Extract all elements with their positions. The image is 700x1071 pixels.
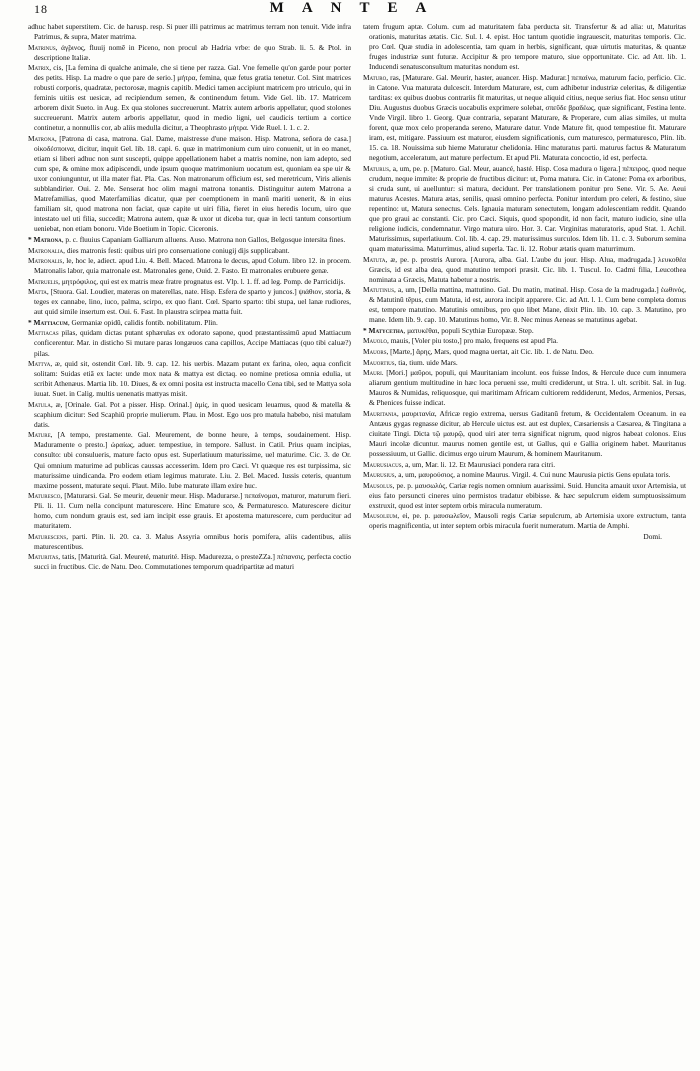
entry-headword: Matrona bbox=[28, 134, 55, 144]
dictionary-entry bbox=[28, 63, 351, 133]
entry-text: , [A tempo, prestamente. Gal. Meurement, de bonne heure, à temps, soudainement. Hisp. Maduramente o presto.] ὡραίως, aduer. tempestiue, in tempore. Sallust. in Catil. Prius quam incipias, consulto: ubi consulueris, mature facto opus est. Superlatiuum maturissime, uel maturime. Cic. 3. de Or. Qui omnium maturime ad publicas caussas accesserim. Idem pro Cæci. Vt quæque res est turpissima, sic maturissime uindicanda. Pro eodem etiam legimus maturate. Liu. 2. Bel. Maced. Iussis ceteris, quantum maxime possent, maturate sequi. Plaut. Milo. Iube maturate illam exire huc. bbox=[34, 430, 351, 490]
dictionary-entry bbox=[28, 134, 351, 234]
entry-headword: Mattya bbox=[28, 359, 51, 369]
dictionary-entry bbox=[28, 235, 351, 245]
dictionary-entry bbox=[28, 552, 351, 572]
dictionary-entry bbox=[28, 22, 351, 42]
entry-headword: Maturus bbox=[363, 163, 389, 173]
dictionary-entry bbox=[28, 491, 351, 531]
dictionary-entry bbox=[28, 318, 351, 328]
entry-text: , ras, [Maturare. Gal. Meurir, haster, auancer. Hisp. Madurar.] πεπαίνω, maturum facio, perficio. Cic. in Catone. Vua maturata dulcescit. Interdum Maturare, est, cum adhibetur industriæ celeritas, & diligentiæ tarditas: ex quibus duobus contrariis fit maturitas, ut neque aliquid citius, neque serius fiat. Hoc sensu utitur Diu. Augustus duobus Græcis uocabulis exprimere solebat, σπεῦδε βραδέως, quæ significant, Festina lente. Vnde Virgil. libro 1. Georg. Quæ contraria, separant Maturare, & Properare, cum alias similes, ut multa forent, quæ mox celo properanda sereno, Maturare datur. Vnde Mature fit, quod tempestiue fit. Maturare iram, est, mitigare. Passiuum est maturor, eiusdem significationis, cum maturesco, permaturesco, Plin. lib. 15. ca. 18. Nouissima sub hieme Maturatur chelidonia. Hinc maturatus parti. maturus factus & Maturatum negotium, acceleratum, aut mature perfectum. Et apud Pli. Maturata concoctio, id est, perfecta. bbox=[369, 72, 686, 163]
entry-text: , [Stuora. Gal. Loudier, materas on materellas, nate. Hisp. Esfera de sparto y juncos.] ψιάθιον, storia, & teges ex cannabe, lino, iuco, palma, scirpo, ex quo fiant. Cœl. Sparto sparto: tibi stupa, uel lanæ rudiores, aut quid simile insertum est. Oui. 6. Fast. In plaustra scirpea matta fuit. bbox=[34, 287, 351, 317]
dictionary-entry bbox=[28, 328, 351, 358]
entry-text: . [Mori.] μαῦροι, populi, qui Mauritaniam incolunt. eos fuisse Indos, & Hercule duce cum innumera aliarum gentium multitudine in hæc loca perueni sse, multi crediderunt, ut Stra. l. ult. scribit. Sal. in Iug. Mauros & Numidas, reliquosque, qui maritimam Africam cultiorem reddiderunt, Medos, Armenios, Persas, & Phenices fuisse indicat. bbox=[369, 368, 686, 408]
entry-headword: Mauolo bbox=[363, 336, 388, 346]
entry-headword: Matronalis bbox=[28, 256, 63, 266]
dictionary-entry bbox=[28, 532, 351, 552]
dictionary-entry bbox=[28, 400, 351, 430]
dictionary-entry bbox=[28, 43, 351, 63]
entry-text: , ματυκέθαι, populi Scythiæ Europææ. Step. bbox=[403, 325, 534, 335]
dictionary-entry bbox=[28, 256, 351, 276]
running-head bbox=[28, 0, 686, 22]
entry-text: pilas, quidam dictas putant sphærulas ex odorato sapone, quod præstantissimū apud Mattiacum conficerentur. Mar. in disticho Si mutare paras longæuos cana capillos, Accipe Mattiacas (quo tibi caluæ?) pilas. bbox=[34, 328, 351, 358]
entry-headword: Matutinus bbox=[363, 285, 394, 295]
entry-headword: Matta bbox=[28, 287, 47, 297]
entry-headword: Mauritania bbox=[363, 408, 397, 418]
dictionary-entry bbox=[363, 470, 686, 480]
entry-text: , μαυριτανία, Africæ regio extrema, uersus Gaditanū fretum, & Occidentalem Oceanum. in ea Antæus gygas regnasse dicitur, ab Hercule uictus est. aut est duplex, Cæsariensis a Cæsarea, & Tingitana a ciuitate Tingi. Dicta τῷ μαυρῷ, quod uiri ater terra significat nigrum, quod nigros habeat colonos. Eius Mauri incolæ dicuntur. maurus nomen gentile est, ut Gallus, qui e Gallia originem habet. Mauritanus possessiuum, ut Gallic. dicimus ergo uirum Maurum, & hominem Mauritanum. bbox=[369, 408, 686, 458]
entry-text: Domi. bbox=[643, 531, 662, 541]
dictionary-entry bbox=[363, 481, 686, 511]
entry-text: , æ, quid sit, ostendit Cœl. lib. 9. cap. 12. his uerbis. Mazam putant ex farina, oleo, aqua conficit solitam: Suidas etiā ex lacte: unde mox nata & mattya est dictaq. eo nomine pretiosa omnia edulia, ut scribit Athenæus. Martia lib. 10. Diues, & ex omni posita est instructa macello Cena tibi, sed te Mattya sola iuuat. Suet. in Calig. multis uenenatis mattyas misit. bbox=[34, 359, 351, 399]
entry-headword: * Matrona bbox=[28, 234, 62, 244]
entry-headword: Mauortius bbox=[363, 357, 395, 367]
entry-text: , cis, [La femina di qualche animale, che si tiene per razza. Gal. Vne femelle qu'on garde pour porter des petits. Hisp. La madre o que pare de serio.] μήτρα, femina, quæ fetus gratia tenetur. Col. Sint matrices robusti corporis, quadratæ, pectorosæ, magnis capitib. Medici tamen accipiunt matricem pro utriculo, qui in feminis uitiis est uesicæ, ad recipiendum semen, & continendum fetum. Vide Gel. lib. 17. Matricem arborem dixit Sueto. in Aug. Ex qua stolones succreuerunt. Matrix autem arboris appellatur, quod stolones succreuerunt. Matrix autem arboris appellatur, quod in medio ligni, uel caudicis tertium a cortice continetur, a nonnullis cor, ab aliis medulla dicitur, a Theophrasto μήτρα. Vide Ruel. l. 1. c. 2. bbox=[34, 63, 351, 133]
dictionary-entry bbox=[363, 164, 686, 254]
dictionary-entry bbox=[28, 277, 351, 287]
entry-headword: Maurusiacus bbox=[363, 459, 402, 469]
dictionary-entry bbox=[363, 409, 686, 459]
entry-text: , [Marte,] ἄρης, Mars, quod magna uertat, ait Cic. lib. 1. de Natu. Deo. bbox=[386, 347, 594, 356]
entry-text: , Germaniæ opidū, calidis fontib. nobilitatum. Plin. bbox=[67, 317, 218, 327]
entry-text: , dies matronis festi: quibus uiri pro conseruatione coniugij dijs supplicabant. bbox=[63, 245, 290, 255]
entry-text: , mauis, [Voler piu tosto,] pro malo, frequens est apud Pla. bbox=[387, 336, 559, 346]
dictionary-entry bbox=[28, 246, 351, 256]
dictionary-entry bbox=[363, 368, 686, 408]
entry-text: , a, um, μαυρούσιος, a nomine Maurus. Virgil. 4. Cui nunc Maurusia pictis Gens epulata toris. bbox=[394, 470, 671, 480]
text-columns bbox=[28, 22, 686, 1067]
dictionary-entry bbox=[363, 358, 686, 368]
entry-text: , p. c. fluuius Capaniam Galliarum alluens. Auso. Matrona non Gallos, Belgosque intersita fines. bbox=[61, 234, 346, 244]
entry-headword: Matrinus bbox=[28, 42, 56, 52]
entry-headword: Matruelis bbox=[28, 276, 59, 286]
dictionary-entry bbox=[28, 430, 351, 490]
entry-headword: Matronalia bbox=[28, 245, 64, 255]
entry-headword: * Mattiacum bbox=[28, 317, 68, 327]
dictionary-entry bbox=[363, 460, 686, 470]
dictionary-entry bbox=[363, 73, 686, 163]
dictionary-entry bbox=[363, 326, 686, 336]
entry-text: , μητρόφιλος, qui est ex matris meæ fratre prognatus est. Vlp. l. 1. ff. ad leg. Pomp. de Parricidijs. bbox=[58, 276, 346, 286]
entry-text: , parti. Plin. li. 20. ca. 3. Malus Assyria omnibus horis pomifera, aliis cadentibus, aliis maturescentibus. bbox=[34, 531, 351, 551]
entry-headword: Maturo bbox=[363, 72, 387, 82]
entry-text: , pe. p. μαυσωλός, Cariæ regis nomen omnium auarissimi. Suid. Huncita amauit uxor Artemisia, ut eius fato persuncti cineres uino permistos tradatur ebibisse. & hæc sepulcrum eidem sumptuosissimum exstruxit, quod est inter septem orbis miracula numeratum. bbox=[369, 480, 686, 510]
entry-text: , æ, [Orinale. Gal. Pot a pisser. Hisp. Orinal.] ἀμίς, in quod uesicam leuamus, quod & matella & scaphium dicitur: Sed Scaphiū proprie mulierum. Plau. in Most. Ego uos pro matula habebo, nisi matulam datis. bbox=[34, 399, 351, 429]
dictionary-entry bbox=[363, 511, 686, 531]
dictionary-entry bbox=[28, 359, 351, 399]
right-column bbox=[363, 22, 686, 1067]
entry-text: , [Maturarsi. Gal. Se meurir, deuenir meur. Hisp. Madurarse.] πεπαίνομαι, maturor, maturum fieri. Pli. li. 11. Cum nella concipunt maturescere. Hinc Emature sco, & Permaturesco. Maturescere dicitur homo, cum nondum grauis est, sed iam incipit esse grauis. Et apostema maturescere, cum perducitur ad maturitatem. bbox=[34, 491, 351, 531]
entry-text: , tia, tium. uide Mars. bbox=[394, 357, 458, 367]
entry-headword: Matula bbox=[28, 399, 51, 409]
dictionary-entry bbox=[363, 347, 686, 357]
dictionary-entry bbox=[363, 285, 686, 325]
entry-text: , [Patrona di casa, matrona. Gal. Dame, maistresse d'une maison. Hisp. Matrona, señora de casa.] οἰκοδέσποινα, dicitur, inquit Gel. lib. 18. capi. 6. quæ in matrimonium cum uiro conuenit, ut in eo manet, etiam si liberi adhuc non sunt suscepti, quippe appellationem habet a matris nomine, non iam adepto, sed cum spe, & omine mox adipiscendi, unde ipsum quoque matrimonium uocatum est, quoniam ea spe uir & uxor coniunguntur, ut illa mater fiat. Pla. Cas. Non matronarum officium est, sed meretricum, Viris alienis subblandirier. Oui. 2. Me. Senserat hoc olim magni matrona tonantis. Distinguitur autem Matrona a Matrefamilias, quod Materfamilias dicatur, quæ per coemptionem in manū mariti uenerit, & in eius familiam sit, quod matrona non faciat, quæ capite ut uiri filia, fieret in eius heredis locum, uiro que intestato uel uti filia, succedit; Matrona autem, quæ & uxor ut diceba tur, quæ in lecti tantum consortium ueniebat, non etiam bonoru. Vide Boetium in Topic. Ciceronis. bbox=[34, 134, 351, 234]
page-number: 18 bbox=[34, 2, 48, 16]
entry-text: , a, um, [Della mattina, mattutino. Gal. Du matin, matinal. Hisp. Cosa de la madrugada.] ἑωθινός, & Matutinū tēpus, cum Matuta, id est, aurora incipit apparere. Cic. ad Att. l. 1. Cum bene completa domus est, tempore matutino. Matutinis omnibus, pro quo libet Mane, dixit Plin. lib. 10. cap. 3. Matutino, pro mane. Idem lib. 9. cap. 10. Matutinus homo, Vir. 8. Nec minus Aeneas se matutinus agebat. bbox=[369, 285, 686, 325]
entry-headword: Maturitas bbox=[28, 552, 59, 562]
entry-headword: Mausolus bbox=[363, 480, 393, 490]
dictionary-entry bbox=[363, 532, 686, 542]
dictionary-entry bbox=[28, 287, 351, 317]
entry-headword: Mature bbox=[28, 430, 51, 440]
entry-headword: Mauors bbox=[363, 347, 387, 356]
dictionary-entry bbox=[363, 255, 686, 285]
entry-text: , æ, pe. p. prostris Aurora. [Aurora, alba. Gal. L'aube du jour. Hisp. Alua, madrugada.] λευκοθέα Græcis, id est alba dea, quod matutino tempori præsit. Cic. lib. 1. Tuscul. Io. Cadmi filia, Leucothea nominata a Græcis, Matuta habetur a nostris. bbox=[369, 254, 686, 284]
entry-headword: Mauri bbox=[363, 368, 382, 378]
entry-headword: Maurusius bbox=[363, 470, 395, 480]
left-column bbox=[28, 22, 351, 1067]
entry-headword: * Matycetha bbox=[363, 325, 404, 335]
dictionary-entry bbox=[363, 22, 686, 72]
entry-text: , ἀγ̃ρινος, fluuij nomē in Piceno, non procul ab Hadria vrbe: de quo Strab. li. 5. & Ptol. in descriptione Italiæ. bbox=[34, 42, 351, 62]
entry-text: , tatis, [Maturità. Gal. Meureté, maturité. Hisp. Madurezza, o presteZZa.] πέπανσις, perfecta coctio succi in fructibus. Cic. de Natu. Deo. Commutationes temporum quadripartitæ ad maturi bbox=[34, 552, 351, 572]
entry-headword: Maturesco bbox=[28, 491, 61, 501]
dictionary-entry bbox=[363, 336, 686, 346]
entry-headword: Matrix bbox=[28, 63, 50, 73]
entry-text: , ei, pe. p. μαυσωλεῖον, Mausoli regis Cariæ sepulcrum, ab Artemisia uxore extructum, tanta operis magnificentia, ut inter septem orbis miracula fuerit numeratum. Martia de Amphi. bbox=[369, 511, 686, 531]
entry-text: , le, hoc le, adiect. apud Liu. 4. Bell. Maced. Matrona le decus, apud Colum. libro 12. in procem. Matronalis labor, quia matronale est. Matronales gene, Ouid. 2. Fasto. Et matronales erubuere genæ. bbox=[34, 256, 351, 276]
entry-text: , a, um, Mar. li. 12. Et Maurusiaci pondera rara citri. bbox=[401, 459, 556, 469]
entry-text: adhuc habet superstitem. Cic. de harusp. resp. Si puer illi patrimus ac matrimus terram non tenuit. Vide infra Patrimus, & supra, Mater matrima. bbox=[28, 22, 351, 42]
running-title: MANTEA bbox=[269, 0, 445, 16]
entry-headword: Maturescens bbox=[28, 531, 67, 541]
entry-headword: Mattiacas bbox=[28, 328, 59, 338]
entry-headword: Matuta bbox=[363, 254, 386, 264]
entry-text: , a, um, pe. p. [Maturo. Gal. Meur, auancé, hasté. Hisp. Cosa madura o ligera.] πέπειρος, quod neque crudum, neque immite: & proprie de fructibus dicitur: ut, Poma matura. Cic. in Catone: Poma ex arboribus, si cruda sunt, ui auelluntur: si matura, decidunt. Per translationem ponitur pro Sene. Vir. 5. Ae. Aeui maturus Acestes. Matura ætas, senilis, quasi omnino perfecta. Ponitur interdum pro celeri, & festino, siue repentino: ut, Matura senectus. Cels. Ignauia maturam senectutem, longam adolescentiam reddit. Quando que pro graui ac constanti. Cic. pro Cæci. Siquis, quod spopondit, id non facit, maturo iudicio, sine ulla religione iudicis, condemnatur. Virgo matura uiro. Hor. 3. Car. Virginitas maturatoris, apud Stat. 1. Achil. Maturissimus, superlatiuum. Col. lib. 4. cap. 29. maturissimus surculos. Idem lib. 11. c. 3. Suborum semina quam maturissima. Maturrimus, aliud superla. Tac. li. 12. Robur ætatis quam maturrimum. bbox=[369, 163, 686, 254]
entry-headword: Mausoleum bbox=[363, 511, 398, 521]
entry-text: tatem frugum aptæ. Colum. cum ad maturitatem faba perducta sit. Transfertur & ad alia: ut, Maturitas orationis, maturitas ætatis. Cic. Sul. l. 4. epist. Hoc tantum quotidie ingrauescit, maturitas temporis. Cic. pro Cœl. Quæ studia in adolescentia, tam quam in herbis, significant, quæ uirtutis maturitas, & quantæ fruges industriæ sunt futuræ. Accipitur & pro tempore maturo, siue opportunitate. Cic. ad Att. lib. 1. Inducendi senatusconsultum maturitas nondum est. bbox=[363, 22, 686, 72]
